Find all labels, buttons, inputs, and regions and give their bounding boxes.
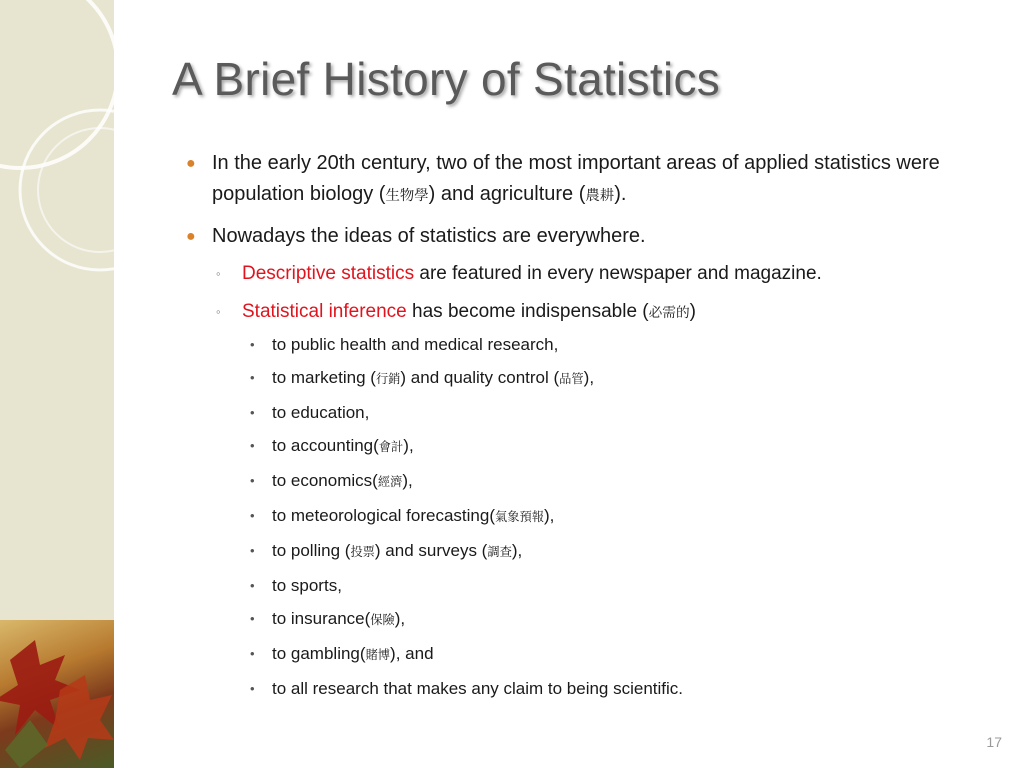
autumn-leaves-image <box>0 620 114 768</box>
list-item: • to gambling(賭博), and <box>250 644 434 663</box>
small-dot-icon: • <box>250 543 255 558</box>
list-item: • to marketing (行銷) and quality control (品管), <box>250 368 595 387</box>
small-dot-icon: • <box>250 370 255 385</box>
list-item: • to economics(經濟), <box>250 471 413 490</box>
small-dot-icon: • <box>250 337 255 352</box>
list-item: • to meteorological forecasting(氣象預報), <box>250 506 555 525</box>
ring-bullet-icon: ◦ <box>216 304 221 319</box>
list-item: • to all research that makes any claim to being scientific. <box>250 679 684 698</box>
small-dot-icon: • <box>250 646 255 661</box>
slide-content <box>186 148 976 710</box>
list-item: • to education, <box>250 403 370 422</box>
sub-bullet-list <box>212 260 976 700</box>
list-item: • to insurance(保險), <box>250 609 406 628</box>
bullet-dot-icon: ● <box>186 228 196 245</box>
list-item: • to sports, <box>250 576 342 595</box>
small-dot-icon: • <box>250 438 255 453</box>
small-dot-icon: • <box>250 578 255 593</box>
ring-bullet-icon: ◦ <box>216 266 221 281</box>
small-dot-icon: • <box>250 508 255 523</box>
sub-bullet-inference: ◦ Statistical inference has become indispensable (必需的) • to public health and medical research, • to marketing (行銷) and quality control (品管), • to education, • to accounting(會計), • to economics(經濟), • to meteorological forecasting(氣象預報), • to polling (投票) and surveys (調查), • to sports, • to insurance(保險), • to gambling(賭博), and • to all research that makes any claim to being scientific. <box>212 298 976 700</box>
bullet-dot-icon: ● <box>186 155 196 172</box>
sub-bullet-descriptive: ◦ Descriptive statistics are featured in every newspaper and magazine. <box>212 260 976 288</box>
small-dot-icon: • <box>250 405 255 420</box>
decorative-side-panel <box>0 0 114 768</box>
main-bullet-list <box>186 148 976 700</box>
page-number: 17 <box>986 734 1002 750</box>
small-dot-icon: • <box>250 611 255 626</box>
small-dot-icon: • <box>250 681 255 696</box>
list-item: • to accounting(會計), <box>250 436 414 455</box>
list-item: • to public health and medical research, <box>250 335 559 354</box>
list-item: • to polling (投票) and surveys (調查), <box>250 541 523 560</box>
uses-list <box>242 333 976 700</box>
bullet-nowadays: ● Nowadays the ideas of statistics are everywhere. ◦ Descriptive statistics are featured in every newspaper and magazine. ◦ Statistical inference has become indispensable (必需的) • to public health and medical research, • to marketing (行銷) and quality control (品管), • to education, • to accounting(會計), • to economics(經濟), • to meteorological forecasting(氣象預報), • to polling (投票) and surveys (調查), • to sports, • to insurance(保險), • to gambling(賭博), and • to all research that makes any claim to being scientific. <box>186 221 976 700</box>
bullet-early-20th-century: ● In the early 20th century, two of the most important areas of applied statistics were population biology (生物學) and agriculture (農耕). <box>186 148 976 212</box>
slide-title: A Brief History of Statistics <box>172 53 721 105</box>
small-dot-icon: • <box>250 473 255 488</box>
